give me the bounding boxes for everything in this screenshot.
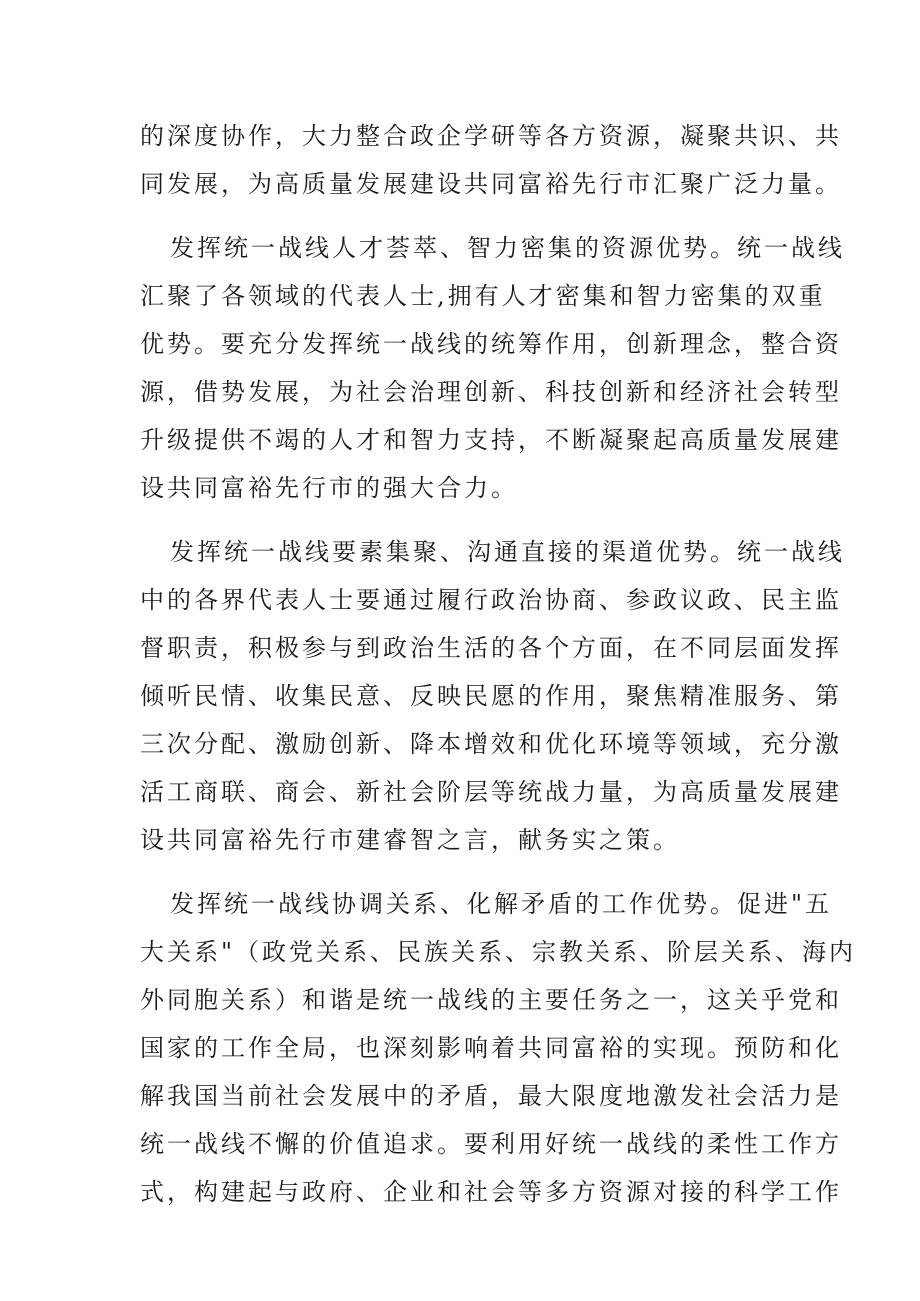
- text-line: 督职责，积极参与到政治生活的各个方面，在不同层面发挥: [140, 634, 842, 662]
- text-line: 汇聚了各领域的代表人士,拥有人才密集和智力密集的双重: [140, 282, 826, 310]
- text-line: 解我国当前社会发展中的矛盾，最大限度地激发社会活力是: [140, 1082, 842, 1110]
- text-line: 源，借势发展，为社会治理创新、科技创新和经济社会转型: [140, 378, 842, 406]
- text-line: 同发展，为高质量发展建设共同富裕先行市汇聚广泛力量。: [140, 170, 842, 198]
- text-line: 中的各界代表人士要通过履行政治协商、参政议政、民主监: [140, 586, 842, 614]
- text-line: 统一战线不懈的价值追求。要利用好统一战线的柔性工作方: [140, 1130, 842, 1158]
- text-line: 设共同富裕先行市的强大合力。: [140, 474, 518, 502]
- paragraph: [140, 528, 845, 864]
- text-line: 式，构建起与政府、企业和社会等多方资源对接的科学工作: [140, 1178, 842, 1206]
- paragraph: [140, 224, 845, 512]
- text-line: 外同胞关系）和谐是统一战线的主要任务之一，这关乎党和: [140, 986, 842, 1014]
- text-line: 发挥统一战线要素集聚、沟通直接的渠道优势。统一战线: [170, 538, 845, 566]
- paragraph: [140, 880, 857, 1216]
- text-line: 大关系"（政党关系、民族关系、宗教关系、阶层关系、海内: [140, 938, 857, 966]
- text-line: 发挥统一战线协调关系、化解矛盾的工作优势。促进"五: [170, 890, 833, 918]
- text-line: 优势。要充分发挥统一战线的统筹作用，创新理念，整合资: [140, 330, 842, 358]
- text-line: 国家的工作全局，也深刻影响着共同富裕的实现。预防和化: [140, 1034, 842, 1062]
- text-line: 三次分配、激励创新、降本增效和优化环境等领域，充分激: [140, 730, 842, 758]
- document-body: [140, 112, 857, 1232]
- text-line: 倾听民情、收集民意、反映民愿的作用，聚焦精准服务、第: [140, 682, 842, 710]
- text-line: 活工商联、商会、新社会阶层等统战力量，为高质量发展建: [140, 778, 842, 806]
- text-line: 升级提供不竭的人才和智力支持，不断凝聚起高质量发展建: [140, 426, 842, 454]
- paragraph: [140, 112, 842, 208]
- text-line: 设共同富裕先行市建睿智之言，献务实之策。: [140, 826, 680, 854]
- text-line: 发挥统一战线人才荟萃、智力密集的资源优势。统一战线: [170, 234, 845, 262]
- text-line: 的深度协作，大力整合政企学研等各方资源，凝聚共识、共: [140, 122, 842, 150]
